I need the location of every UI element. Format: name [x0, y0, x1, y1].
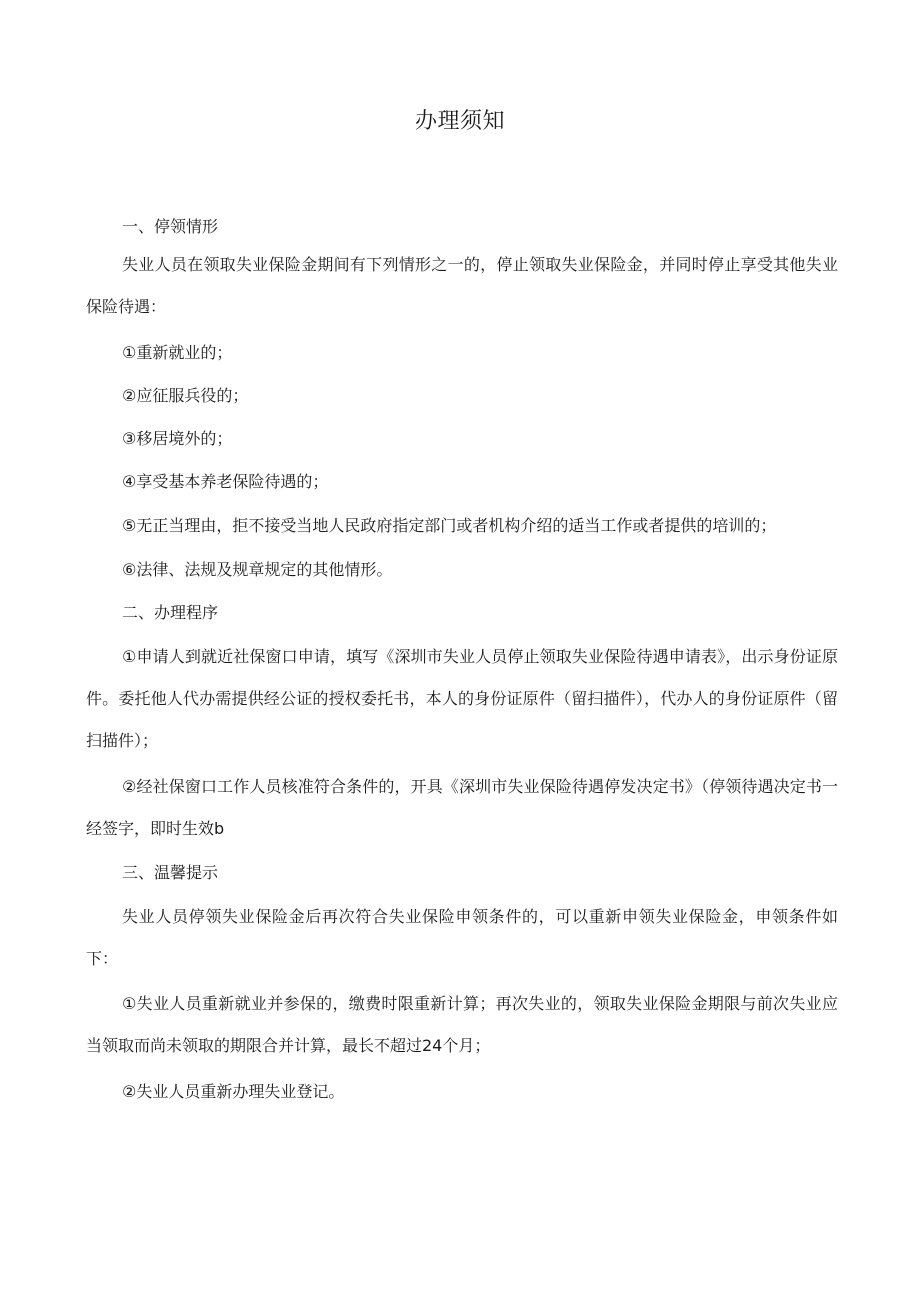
section3-item: ①失业人员重新就业并参保的，缴费时限重新计算；再次失业的，领取失业保险金期限与前次失业应当领取而尚未领取的期限合并计算，最长不超过24个月；: [86, 994, 838, 1055]
section-heading-stop-conditions: 一、停领情形: [122, 217, 219, 236]
section1-item: ①重新就业的；: [122, 343, 233, 362]
section2-item: ①申请人到就近社保窗口申请，填写《深圳市失业人员停止领取失业保险待遇申请表》，出示身份证原件。委托他人代办需提供经公证的授权委托书，本人的身份证原件（留扫描件），代办人的身份证原件（留扫描件）；: [86, 647, 838, 750]
section-heading-tips: 三、温馨提示: [122, 863, 219, 882]
section3-intro-paragraph: 失业人员停领失业保险金后再次符合失业保险申领条件的，可以重新申领失业保险金，申领条件如下：: [86, 907, 838, 968]
section1-item: ②应征服兵役的；: [122, 386, 249, 405]
section1-intro-paragraph: 失业人员在领取失业保险金期间有下列情形之一的，停止领取失业保险金，并同时停止享受其他失业保险待遇：: [86, 255, 838, 316]
section-heading-procedure: 二、办理程序: [122, 603, 219, 622]
document-title: 办理须知: [414, 109, 505, 134]
section2-item: ②经社保窗口工作人员核准符合条件的，开具《深圳市失业保险待遇停发决定书》（停领待遇决定书一经签字，即时生效b: [86, 777, 838, 838]
section3-item: ②失业人员重新办理失业登记。: [122, 1082, 345, 1101]
section1-item: ⑥法律、法规及规章规定的其他情形。: [122, 560, 393, 579]
section1-item: ③移居境外的；: [122, 429, 233, 448]
section1-item: ⑤无正当理由，拒不接受当地人民政府指定部门或者机构介绍的适当工作或者提供的培训的；: [122, 516, 777, 535]
section1-item: ④享受基本养老保险待遇的；: [122, 472, 329, 491]
